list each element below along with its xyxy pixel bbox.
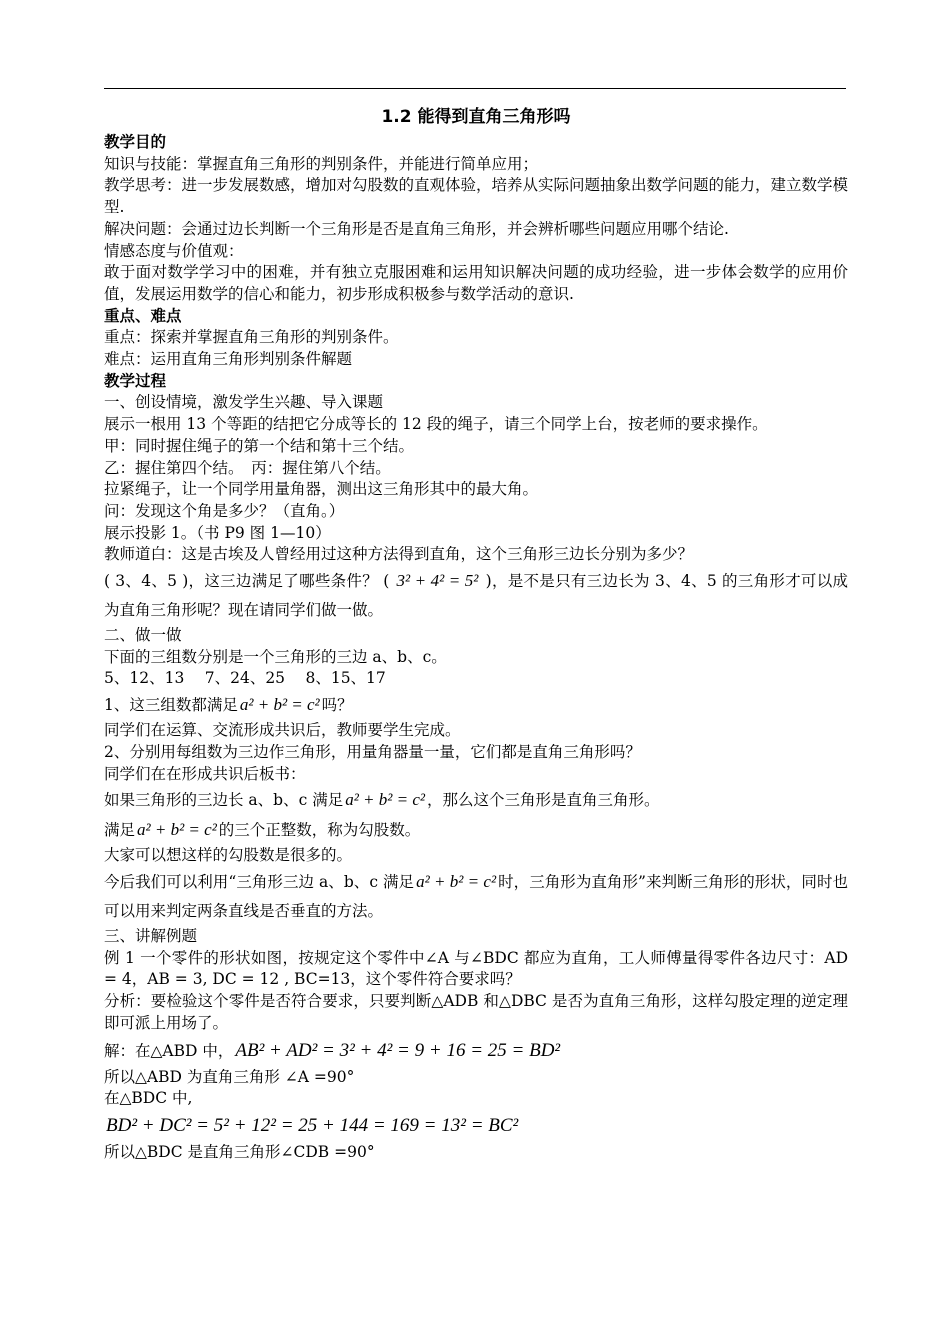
paragraph — [104, 327, 848, 349]
math-formula: 3² + 4² = 5² — [396, 571, 479, 591]
paragraph-text: 展示投影 1。（书 P9 图 1—10） — [104, 523, 331, 542]
paragraph-text: 同学们在运算、交流形成共识后，教师要学生完成。 — [104, 721, 461, 740]
paragraph-text: 5、12、13 7、24、25 8、15、17 — [104, 669, 386, 688]
paragraph-text: 甲：同时握住绳子的第一个结和第十三个结。 — [104, 436, 415, 455]
math-formula: a² + b² = c² — [137, 820, 217, 840]
paragraph — [104, 815, 848, 845]
paragraph — [104, 1110, 848, 1142]
paragraph-text: 问：发现这个角是多少？（直角。） — [104, 501, 345, 520]
paragraph-text: 拉紧绳子，让一个同学用量角器，测出这三角形其中的最大角。 — [104, 480, 539, 499]
paragraph-text: 教师道白：这是古埃及人曾经用过这种方法得到直角，这个三角形三边长分别为多少？ — [104, 545, 694, 564]
paragraph-text: ( 3、4、5 )，这三边满足了哪些条件？ ( — [104, 572, 395, 591]
paragraph-text-after: ，那么这个三角形是直角三角形。 — [426, 791, 660, 810]
paragraph — [104, 625, 848, 647]
paragraph — [104, 1088, 848, 1110]
paragraph — [104, 241, 848, 263]
paragraph-text: 情感态度与价值观： — [104, 241, 244, 260]
paragraph-text: 大家可以想这样的勾股数是很多的。 — [104, 846, 353, 865]
paragraph — [104, 647, 848, 669]
math-formula: BD² + DC² = 5² + 12² = 25 + 144 = 169 = 13² = BC² — [106, 1114, 519, 1136]
paragraph-text: 在△BDC 中, — [104, 1089, 193, 1108]
paragraph-text: 例 1 一个零件的形状如图，按规定这个零件中∠A 与∠BDC 都应为直角，工人师傅量得零件各边尺寸：AD = 4，AB = 3, DC = 12 , BC=13，这个零件符合要求吗？ — [104, 948, 848, 989]
page-title: 1.2 能得到直角三角形吗 — [381, 107, 571, 127]
document-body — [104, 104, 848, 1164]
paragraph-text: 乙：握住第四个结。 丙：握住第八个结。 — [104, 458, 391, 477]
paragraph-text: 解决问题：会通过边长判断一个三角形是否是直角三角形，并会辨析哪些问题应用哪个结论. — [104, 219, 729, 238]
paragraph — [104, 544, 848, 566]
paragraph-text: 所以△ABD 为直角三角形 ∠A =90° — [104, 1067, 355, 1086]
paragraph-text-after: 吗？ — [321, 696, 353, 715]
paragraph-text: 所以△BDC 是直角三角形∠CDB =90° — [104, 1142, 375, 1161]
paragraph — [104, 219, 848, 241]
paragraph-text: 同学们在在形成共识后板书： — [104, 764, 306, 783]
paragraph — [104, 566, 848, 625]
paragraph — [104, 262, 848, 305]
paragraph-text: 如果三角形的三边长 a、b、c 满足 — [104, 791, 344, 810]
paragraph — [104, 458, 848, 480]
paragraph — [104, 436, 848, 458]
paragraph-text: 满足 — [104, 821, 136, 840]
paragraph — [104, 392, 848, 414]
paragraph — [104, 690, 848, 720]
paragraph — [104, 742, 848, 764]
paragraph-text: 三、讲解例题 — [104, 926, 198, 945]
math-formula: a² + b² = c² — [239, 695, 320, 715]
paragraph-text: 难点：运用直角三角形判别条件解题 — [104, 350, 353, 369]
paragraph — [104, 720, 848, 742]
paragraph-text: 展示一根用 13 个等距的结把它分成等长的 12 段的绳子，请三个同学上台，按老师的要求操作。 — [104, 415, 768, 434]
paragraph — [104, 175, 848, 218]
paragraph — [104, 349, 848, 371]
paragraph — [104, 414, 848, 436]
math-formula: AB² + AD² = 3² + 4² = 9 + 16 = 25 = BD² — [235, 1039, 561, 1061]
paragraph-text: 1、这三组数都满足 — [104, 696, 238, 715]
paragraph — [104, 523, 848, 545]
paragraph-text: 今后我们可以利用“三角形三边 a、b、c 满足 — [104, 872, 415, 891]
section-heading — [104, 132, 848, 154]
paragraph — [104, 785, 848, 815]
paragraph — [104, 501, 848, 523]
paragraph-text: 一、创设情境，激发学生兴趣、导入课题 — [104, 393, 384, 412]
paragraph-text: 解：在△ABD 中， — [104, 1041, 234, 1060]
paragraph-text-after: 的三个正整数，称为勾股数。 — [218, 821, 421, 840]
paragraph — [104, 867, 848, 926]
header-rule — [104, 88, 846, 89]
paragraph-text: 分析：要检验这个零件是否符合要求，只要判断△ADB 和△DBC 是否为直角三角形，这样勾股定理的逆定理即可派上用场了。 — [104, 992, 848, 1032]
document-content — [104, 132, 848, 1164]
section-heading — [104, 306, 848, 328]
paragraph — [104, 1067, 848, 1089]
paragraph-text: 知识与技能：掌握直角三角形的判别条件，并能进行简单应用； — [104, 154, 539, 173]
paragraph-text: 教学思考：进一步发展数感，增加对勾股数的直观体验，培养从实际问题抽象出数学问题的能力，建立数学模型. — [104, 176, 849, 217]
paragraph-text: 2、分别用每组数为三边作三角形，用量角器量一量，它们都是直角三角形吗？ — [104, 742, 641, 761]
paragraph — [104, 1035, 848, 1067]
section-heading — [104, 371, 848, 393]
paragraph — [104, 479, 848, 501]
paragraph — [104, 948, 848, 991]
paragraph-text: 重点、难点 — [104, 306, 182, 325]
paragraph-text-after: 时，三角形为直角形”来判断三角形的形状，同时也可以用来判定两条直线是否垂直的方法。 — [104, 872, 849, 920]
math-formula: a² + b² = c² — [416, 871, 497, 891]
paragraph-text: 重点：探索并掌握直角三角形的判别条件。 — [104, 328, 399, 347]
math-formula: a² + b² = c² — [345, 790, 425, 810]
paragraph — [104, 926, 848, 948]
paragraph — [104, 991, 848, 1034]
paragraph-text: 教学目的 — [104, 133, 167, 151]
paragraph-text: 下面的三组数分别是一个三角形的三边 a、b、c。 — [104, 647, 447, 666]
paragraph — [104, 764, 848, 786]
paragraph — [104, 154, 848, 176]
paragraph-text: 二、做一做 — [104, 626, 182, 645]
paragraph — [104, 845, 848, 867]
paragraph-text-after: )，是不是只有三边长为 3、4、5 的三角形才可以成为直角三角形呢？现在请同学们做一做。 — [104, 572, 849, 620]
paragraph — [104, 668, 848, 690]
paragraph-text: 教学过程 — [104, 371, 167, 390]
paragraph — [104, 1142, 848, 1164]
paragraph-text: 敢于面对数学学习中的困难，并有独立克服困难和运用知识解决问题的成功经验，进一步体会数学的应用价值，发展运用数学的信心和能力，初步形成积极参与数学活动的意识. — [104, 263, 848, 303]
